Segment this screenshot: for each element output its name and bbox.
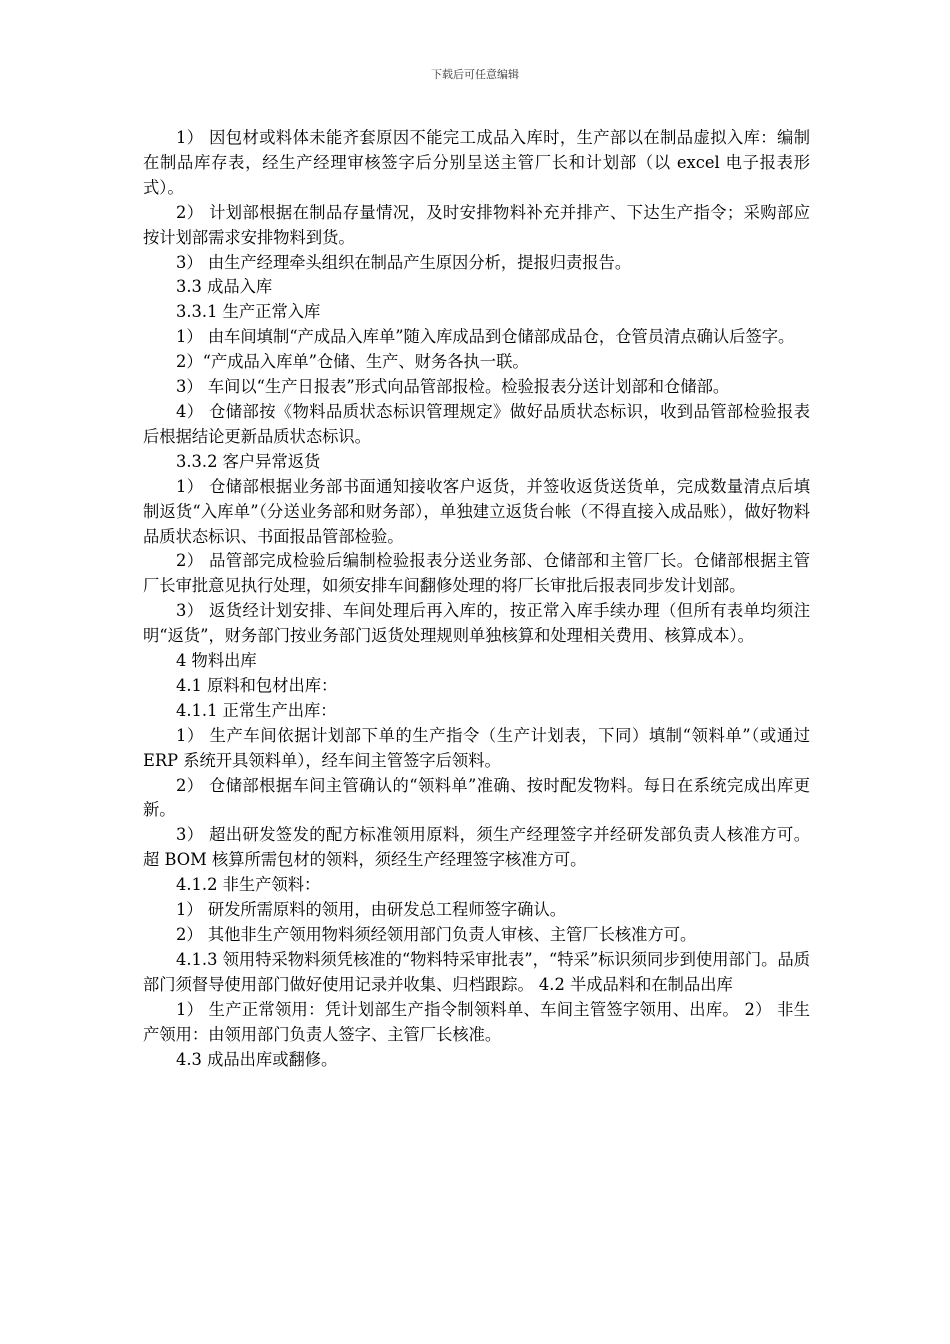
paragraph: 2）“产成品入库单”仓储、生产、财务各执一联。: [176, 352, 529, 372]
paragraph: 2） 其他非生产领用物料须经领用部门负责人审核、主管厂长核准方可。: [176, 925, 697, 944]
document-body: [143, 126, 810, 1072]
paragraph: 1） 生产车间依据计划部下单的生产指令（生产计划表，下同）填制“领料单”（或通过 ERP 系统开具领料单），经车间主管签字后领料。: [143, 725, 810, 770]
subsection-heading: 3.3.2 客户异常返货: [176, 451, 321, 471]
subsection-heading: 3.3.1 生产正常入库: [176, 302, 321, 322]
page-header: 下载后可任意编辑: [431, 68, 519, 81]
paragraph: 2） 计划部根据在制品存量情况，及时安排物料补充并排产、下达生产指令；采购部应按计划部需求安排物料到货。: [143, 202, 810, 247]
paragraph: 1） 研发所需原料的领用，由研发总工程师签字确认。: [176, 900, 567, 920]
section-heading: 4 物料出库: [176, 651, 257, 671]
subsection-heading: 4.1 原料和包材出库：: [176, 675, 338, 695]
section-heading: 4.3 成品出库或翻修。: [176, 1049, 338, 1069]
section-heading: 3.3 成品入库: [176, 277, 273, 297]
paragraph: 1） 由车间填制“产成品入库单”随入库成品到仓储部成品仓，仓管员清点确认后签字。: [176, 327, 795, 347]
paragraph: 1） 因包材或料体未能齐套原因不能完工成品入库时，生产部以在制品虚拟入库：编制在制品库存表，经生产经理审核签字后分别呈送主管厂长和计划部（以 excel 电子报表形式）。: [143, 128, 810, 197]
paragraph: 2） 仓储部根据车间主管确认的“领料单”准确、按时配发物料。每日在系统完成出库更新。: [143, 775, 810, 820]
paragraph: 3） 车间以“生产日报表”形式向品管部报检。检验报表分送计划部和仓储部。: [176, 377, 730, 397]
paragraph: 3） 超出研发签发的配方标准领用原料，须生产经理签字并经研发部负责人核准方可。超 BOM 核算所需包材的领料，须经生产经理签字核准方可。: [143, 825, 810, 870]
paragraph: 4.1.3 领用特采物料须凭核准的“物料特采审批表”，“特采”标识须同步到使用部门。品质部门须督导使用部门做好使用记录并收集、归档跟踪。 4.2 半成品料和在制品出库: [143, 949, 810, 994]
subsection-heading: 4.1.1 正常生产出库：: [176, 700, 337, 720]
paragraph: 2） 品管部完成检验后编制检验报表分送业务部、仓储部和主管厂长。仓储部根据主管厂长审批意见执行处理，如须安排车间翻修处理的将厂长审批后报表同步发计划部。: [143, 551, 810, 596]
subsection-heading: 4.1.2 非生产领料：: [176, 875, 321, 895]
paragraph: 4） 仓储部按《物料品质状态标识管理规定》做好品质状态标识，收到品管部检验报表后根据结论更新品质状态标识。: [143, 401, 810, 446]
paragraph: 3） 返货经计划安排、车间处理后再入库的，按正常入库手续办理（但所有表单均须注明“返货”，财务部门按业务部门返货处理规则单独核算和处理相关费用、核算成本）。: [143, 601, 810, 646]
paragraph: 1） 仓储部根据业务部书面通知接收客户返货，并签收返货送货单，完成数量清点后填制返货“入库单”（分送业务部和财务部），单独建立返货台帐（不得直接入成品账），做好物料品质状态标识、书面报品管部检验。: [143, 476, 810, 546]
paragraph: 1） 生产正常领用：凭计划部生产指令制领料单、车间主管签字领用、出库。 2） 非生产领用：由领用部门负责人签字、主管厂长核准。: [143, 999, 810, 1044]
paragraph: 3） 由生产经理牵头组织在制品产生原因分析，提报归责报告。: [176, 252, 632, 272]
